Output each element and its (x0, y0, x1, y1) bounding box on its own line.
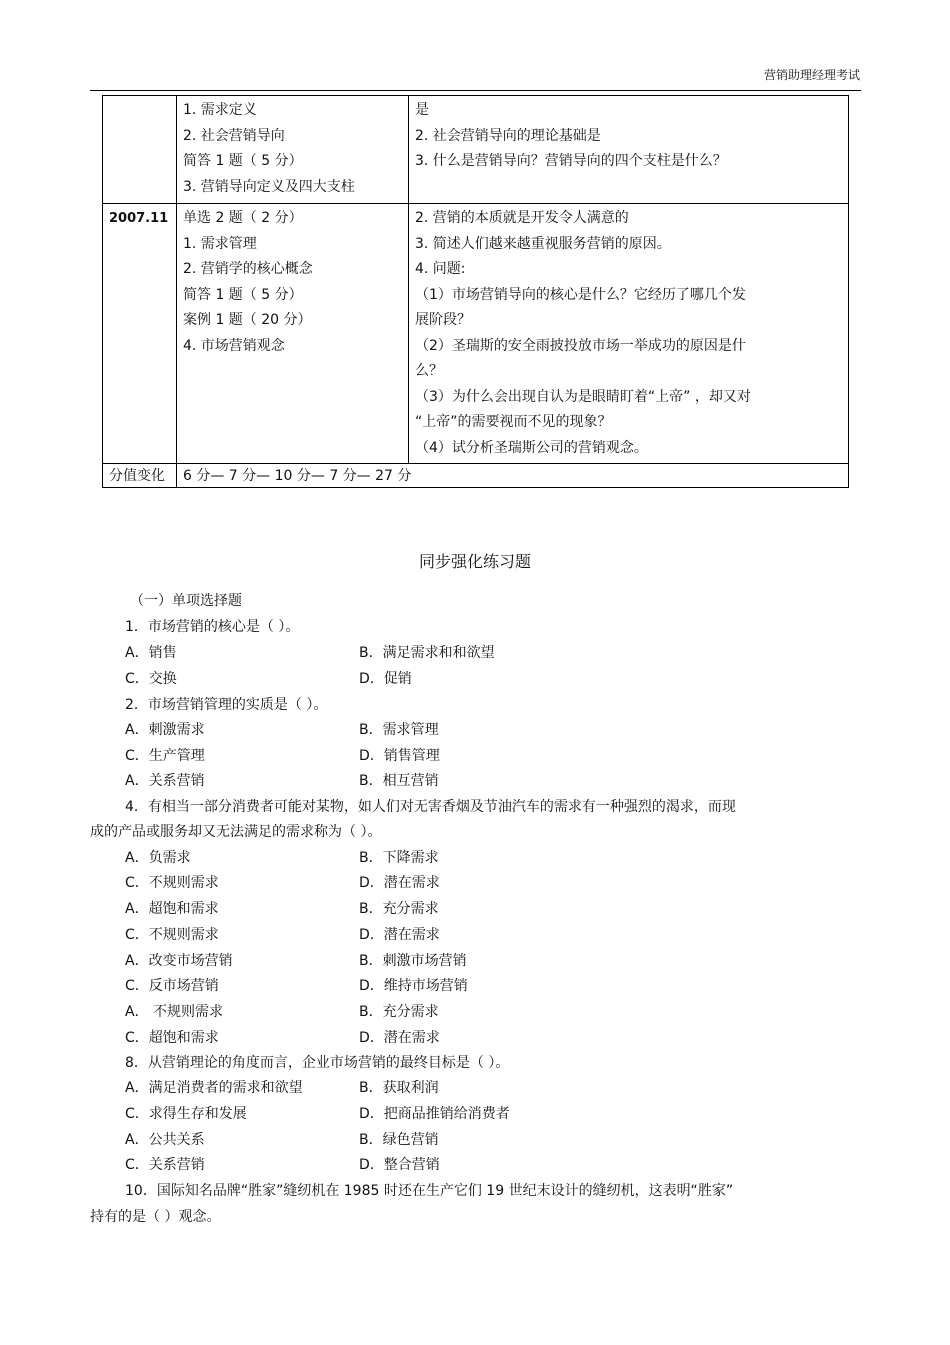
exercise-option: D．销售管理 (359, 748, 440, 764)
exercise-line: A．改变市场营销 (125, 953, 233, 969)
question-line: 2. 社会营销导向的理论基础是 (415, 127, 601, 144)
topic-line: 简答 1 题（ 5 分） (183, 286, 303, 303)
exercise-line: A．关系营销 (125, 773, 205, 789)
questions-cell (409, 204, 849, 464)
question-line: 3. 什么是营销导向？营销导向的四个支柱是什么？ (415, 153, 727, 169)
exercise-option: B．满足需求和和欲望 (359, 645, 495, 661)
exercise-line: 1．市场营销的核心是（ ）。 (125, 619, 300, 635)
exercise-line: 成的产品或服务却又无法满足的需求称为（ ）。 (90, 824, 382, 840)
exercise-line: A．刺激需求 (125, 722, 205, 738)
section-title: 同步强化练习题 (418, 552, 531, 571)
exercise-line: A．超饱和需求 (125, 901, 219, 917)
question-line: 展阶段？ (415, 312, 471, 328)
page-header-title: 营销助理经理考试 (763, 68, 860, 82)
year-cell (103, 96, 177, 204)
topics-cell (177, 204, 409, 464)
topic-line: 案例 1 题（ 20 分） (183, 312, 312, 328)
topic-line: 1. 需求定义 (183, 102, 257, 118)
score-value-cell: 6 分— 7 分— 10 分— 7 分— 27 分 (177, 464, 849, 488)
exercise-line: A．负需求 (125, 850, 191, 866)
exercise-line: 8．从营销理论的角度而言，企业市场营销的最终目标是（ ）。 (125, 1055, 510, 1071)
topic-line: 1. 需求管理 (183, 235, 257, 252)
exercise-line: A．公共关系 (125, 1132, 205, 1148)
table-row (103, 464, 849, 488)
exercise-option: B．下降需求 (359, 850, 439, 866)
exercise-option: B．充分需求 (359, 901, 439, 917)
exercise-option: D．潜在需求 (359, 1030, 440, 1046)
question-line: 3. 简述人们越来越重视服务营销的原因。 (415, 235, 671, 252)
question-line: （4）试分析圣瑞斯公司的营销观念。 (415, 439, 648, 456)
exercise-line: A． 不规则需求 (125, 1004, 224, 1020)
exercise-option: D．整合营销 (359, 1157, 440, 1173)
exercise-option: B．绿色营销 (359, 1132, 439, 1148)
exam-analysis-table (102, 95, 849, 488)
exercise-line: C．关系营销 (125, 1157, 205, 1173)
exercise-option: B．充分需求 (359, 1004, 439, 1020)
table-row (103, 204, 849, 464)
topic-line: 单选 2 题（ 2 分） (183, 210, 303, 226)
topic-line: 2. 营销学的核心概念 (183, 261, 313, 277)
exercise-option: B．需求管理 (359, 722, 439, 738)
topic-line: 3. 营销导向定义及四大支柱 (183, 178, 355, 195)
exercise-option: D．潜在需求 (359, 927, 440, 943)
exercise-line: 持有的是（ ）观念。 (90, 1209, 221, 1225)
question-line: 2. 营销的本质就是开发令人满意的 (415, 210, 629, 226)
exercise-option: B．刺激市场营销 (359, 953, 467, 969)
questions-cell (409, 96, 849, 204)
question-line: 4. 问题: (415, 261, 466, 277)
score-label-cell: 分值变化 (103, 464, 177, 488)
exercise-line: C．生产管理 (125, 748, 205, 764)
topic-line: 4. 市场营销观念 (183, 337, 285, 354)
exercise-option: B．相互营销 (359, 773, 439, 789)
year-label: 2007.11 (109, 211, 169, 226)
exercise-option: B．获取利润 (359, 1080, 439, 1096)
topic-line: 简答 1 题（ 5 分） (183, 153, 303, 169)
year-cell (103, 204, 177, 464)
question-line: 是 (415, 102, 429, 118)
exercise-line: C．超饱和需求 (125, 1030, 219, 1046)
exercise-line: C．不规则需求 (125, 927, 219, 943)
question-line: （3）为什么会出现自认为是眼睛盯着“上帝” ，却又对 (415, 388, 751, 405)
question-line: （1）市场营销导向的核心是什么？它经历了哪几个发 (415, 286, 746, 303)
exercise-option: D．潜在需求 (359, 875, 440, 891)
exercise-option: D．把商品推销给消费者 (359, 1106, 510, 1122)
exercise-line: 10．国际知名品牌“胜家”缝纫机在 1985 时还在生产它们 19 世纪末设计的缝纫机，这表明“胜家” (125, 1183, 734, 1199)
exercise-line: C．交换 (125, 671, 177, 687)
section-subtitle: （一）单项选择题 (130, 593, 242, 609)
exercise-option: D．促销 (359, 671, 412, 687)
exercise-line: 4．有相当一部分消费者可能对某物，如人们对无害香烟及节油汽车的需求有一种强烈的渴求，而现 (125, 799, 736, 815)
question-line: （2）圣瑞斯的安全雨披投放市场一举成功的原因是什 (415, 337, 746, 354)
exercise-line: A．销售 (125, 645, 177, 661)
exercise-line: C．反市场营销 (125, 978, 219, 994)
exercise-line: A．满足消费者的需求和欲望 (125, 1080, 303, 1096)
table-row (103, 96, 849, 204)
topic-line: 2. 社会营销导向 (183, 127, 285, 144)
exercise-line: C．求得生存和发展 (125, 1106, 247, 1122)
exercise-line: C．不规则需求 (125, 875, 219, 891)
topics-cell (177, 96, 409, 204)
question-line: “上帝”的需要视而不见的现象？ (415, 414, 612, 430)
exercise-line: 2．市场营销管理的实质是（ ）。 (125, 697, 328, 713)
header-divider (90, 90, 861, 91)
exercise-option: D．维持市场营销 (359, 978, 468, 994)
question-line: 么？ (415, 363, 443, 379)
